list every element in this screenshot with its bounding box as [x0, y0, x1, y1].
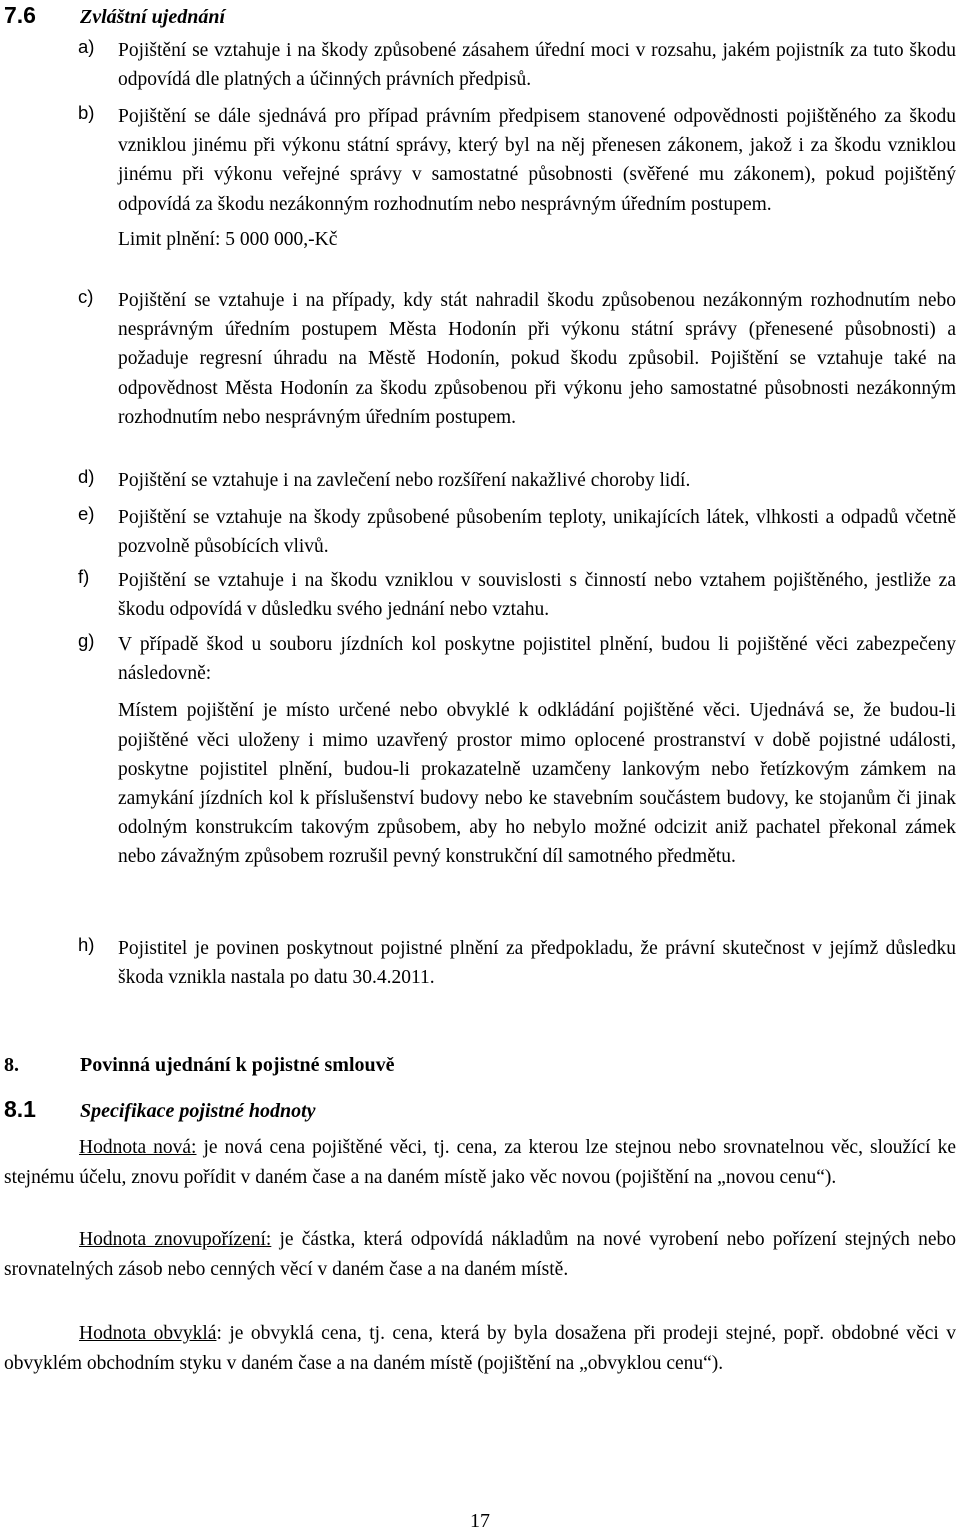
- item-label: b): [78, 102, 95, 123]
- section-title: Zvláštní ujednání: [80, 6, 226, 28]
- item-extra-text: Místem pojištění je místo určené nebo obvyklé k odkládání pojištěné věci. Ujednává se, že budou-li pojištěné věci uloženy i mimo uzavřený prostor mimo oplocené prostranství v době pojistné události, poskytne pojistitel plnění, budou-li prokazatelně uzamčeny lankovým nebo řetízkovým zámkem na zamykání jízdních kol k příslušenství budovy nebo ke stavebním součástem budovy, ke stojanům či jinak odolným konstrukcím takovým způsobem, aby ho nebylo možné odcizit aniž pachatel překonal zámek nebo závažným způsobem rozrušil pevný konstrukční díl samotného předmětu.: [118, 700, 956, 868]
- item-text: Pojištění se vztahuje i na zavlečení nebo rozšíření nakažlivé choroby lidí.: [118, 470, 691, 491]
- list-item-e: [78, 503, 956, 561]
- term-label: Hodnota znovupořízení:: [79, 1229, 272, 1250]
- section-number: 7.6: [4, 2, 36, 28]
- item-text: Pojištění se vztahuje na škody způsobené působením teploty, unikajících látek, vlhkosti a odpadů včetně pozvolně působících vlivů.: [118, 507, 956, 558]
- list-item-h: [78, 934, 956, 992]
- item-label: f): [78, 566, 90, 587]
- term-definition: : je obvyklá cena, tj. cena, která by byla dosažena při prodeji stejné, popř. obdobné věci v obvyklém obchodním styku v daném čase a na daném místě (pojištění na „obvyklou cenu“).: [4, 1323, 956, 1374]
- section-title: Specifikace pojistné hodnoty: [80, 1100, 316, 1122]
- section-8-1-heading: [4, 1096, 316, 1123]
- item-text: Pojištění se vztahuje i na škodu vzniklou v souvislosti s činností nebo vztahem pojištěného, jestliže za škodu odpovídá v důsledku svého jednání nebo vztahu.: [118, 570, 956, 621]
- item-label: e): [78, 503, 95, 524]
- item-label: h): [78, 934, 95, 955]
- section-number: 8.1: [4, 1096, 36, 1122]
- term-definition: je nová cena pojištěné věci, tj. cena, za kterou lze stejnou nebo srovnatelnou věc, sloužící ke stejnému účelu, znovu pořídit v daném čase a na daném místě jako věc novou (pojištění na „novou cenu“).: [4, 1137, 956, 1188]
- item-label: a): [78, 36, 95, 57]
- item-label: c): [78, 286, 94, 307]
- list-item-f: [78, 566, 956, 624]
- item-label: d): [78, 466, 95, 487]
- paragraph-value-replacement: [4, 1225, 956, 1284]
- list-item-g: [78, 630, 956, 872]
- section-8-heading: [4, 1054, 395, 1077]
- list-item-a: [78, 36, 956, 94]
- section-number: 8.: [4, 1054, 19, 1076]
- section-title: Povinná ujednání k pojistné smlouvě: [80, 1054, 395, 1076]
- term-label: Hodnota nová:: [79, 1137, 197, 1158]
- page-number: 17: [470, 1510, 490, 1532]
- limit-text: Limit plnění: 5 000 000,-Kč: [118, 228, 338, 250]
- term-label: Hodnota obvyklá: [79, 1323, 217, 1344]
- item-label: g): [78, 630, 95, 651]
- paragraph-value-new: [4, 1133, 956, 1192]
- item-text: Pojištění se vztahuje i na případy, kdy stát nahradil škodu způsobenou nezákonným rozhodnutím nebo nesprávným úředním postupem Města Hodonín při výkonu státní správy (přenesené působnosti) a požaduje regresní úhradu na Městě Hodonín, pokud škodu způsobil. Pojištění se vztahuje také na odpovědnost Města Hodonín za škodu způsobenou při výkonu jeho samostatné působnosti nezákonným rozhodnutím nebo nesprávným úředním postupem.: [118, 290, 956, 428]
- paragraph-value-usual: [4, 1319, 956, 1378]
- term-definition: je částka, která odpovídá nákladům na nové vyrobení nebo pořízení stejných nebo srovnatelných zásob nebo cenných věcí v daném čase a na daném místě.: [4, 1229, 956, 1280]
- item-text: Pojistitel je povinen poskytnout pojistné plnění za předpokladu, že právní skutečnost v jejímž důsledku škoda vznikla nastala po datu 30.4.2011.: [118, 938, 956, 989]
- list-item-c: [78, 286, 956, 432]
- item-text: V případě škod u souboru jízdních kol poskytne pojistitel plnění, budou li pojištěné věci zabezpečeny následovně:: [118, 634, 956, 685]
- item-text: Pojištění se vztahuje i na škody způsobené zásahem úřední moci v rozsahu, jakém pojistník za tuto škodu odpovídá dle platných a účinných právních předpisů.: [118, 40, 956, 91]
- item-text: Pojištění se dále sjednává pro případ právním předpisem stanovené odpovědnosti pojištěného za škodu vzniklou jinému při výkonu státní správy, který byl na něj přenesen zákonem, jakož i za škodu vzniklou jinému při výkonu veřejné správy v samostatné působnosti (svěřené mu zákonem), pokud pojištěný odpovídá za škodu nezákonným rozhodnutím nebo nesprávným úředním postupem.: [118, 106, 956, 215]
- list-item-d: [78, 466, 956, 495]
- list-item-b: [78, 102, 956, 254]
- section-7-6-heading: [4, 2, 225, 29]
